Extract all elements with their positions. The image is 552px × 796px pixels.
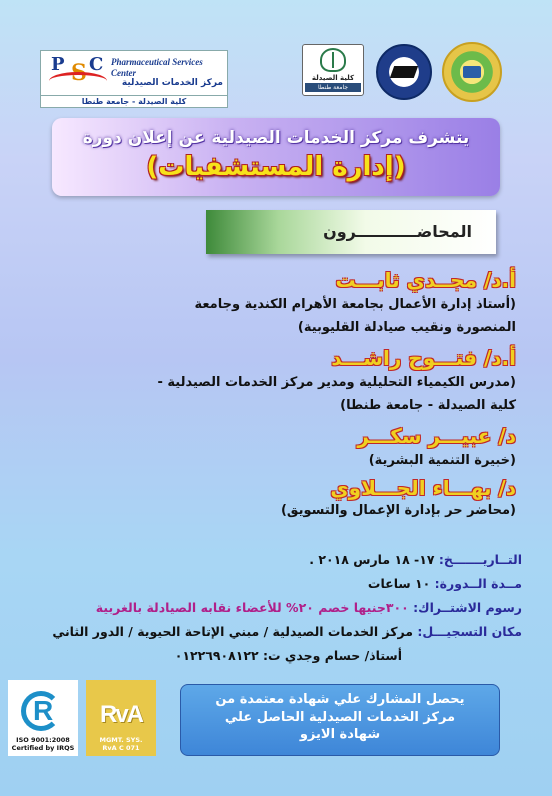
rva-line2: RvA C 071 (102, 744, 140, 753)
lecturer-4-desc-line: (محاضر حر بإدارة الإعمال والتسويق) (280, 503, 516, 518)
psc-subtitle: كلية الصيدلة - جامعة طنطا (40, 96, 228, 108)
lecturer-2-name: أ.د/ فتـــوح راشـــد (331, 346, 516, 370)
lecturer-2-desc (157, 372, 516, 418)
lecturer-3-desc-line: (خبيرة التنمية البشرية) (368, 453, 516, 468)
psc-english-name: Pharmaceutical Services Center (111, 57, 203, 78)
lecturer-2-desc-line: كلية الصيدلة - جامعة طنطا) (340, 397, 516, 413)
psc-arabic-name: مركز الخدمات الصيدلية (121, 78, 223, 89)
psc-emblem-icon: P S C (45, 54, 111, 92)
location-label: مكان التسجيـــل: (417, 624, 522, 639)
lecturer-2-desc-line: (مدرس الكيمياء التحليلية ومدير مركز الخدمات الصيدلية - (157, 375, 516, 390)
location-value: مركز الخدمات الصيدلية / مبني الإتاحة الحيوية / الدور الثاني (52, 624, 414, 639)
graduation-cap-icon (390, 66, 418, 78)
fees-label: رسوم الاشتــراك: (413, 600, 522, 615)
fees-value: ٣٠٠جنيها خصم ٢٠% للأعضاء نقابه الصيادلة بالغربية (95, 600, 409, 615)
graduation-cap-logo (376, 44, 432, 100)
rva-line1: MGMT. SYS. (99, 736, 143, 745)
course-fees (96, 600, 522, 616)
contact-info (175, 648, 402, 664)
iso-certificate-note (180, 684, 500, 756)
title-banner (52, 118, 500, 196)
iso-note-line: مركز الخدمات الصيدلية الحاصل علي (224, 709, 456, 725)
iqrs-line2: Certified by IRQS (11, 744, 75, 753)
lecturer-4-name: د/ بهـــاء الجـــلاوي (330, 476, 516, 500)
iqrs-line1: ISO 9001:2008 (16, 736, 70, 745)
lecturer-3-desc (369, 450, 516, 473)
iso-note-line: شهادة الايزو (299, 727, 381, 743)
course-duration (368, 576, 522, 592)
lecturer-1-desc-line: (أستاذ إدارة الأعمال بجامعة الأهرام الكندية وجامعة (194, 297, 516, 312)
tanta-university-logo (442, 42, 502, 102)
pharmacy-emblem-icon (320, 48, 346, 72)
date-label: التــاريـــــــخ: (438, 552, 522, 567)
course-date (309, 552, 522, 568)
rva-certification-logo (86, 680, 156, 756)
lecturer-4-desc (281, 500, 516, 523)
lecturer-1-desc-line: المنصورة ونقيب صيادلة القليوبية) (297, 319, 516, 335)
book-icon (463, 66, 481, 78)
duration-label: مــدة الــدورة: (434, 576, 522, 591)
iqrs-certification-logo (8, 680, 78, 756)
lecturer-3-name: د/ عبيـــر سكـــر (357, 424, 516, 448)
iqrs-emblem-icon: R (19, 691, 67, 731)
faculty-logo-line2: جامعة طنطا (305, 83, 361, 92)
psc-logo (40, 50, 228, 96)
lecturer-1-name: أ.د/ مجــدي ثابـــت (335, 268, 516, 292)
faculty-logo-line1: كلية الصيدلة (311, 73, 355, 82)
lecturer-1-desc (194, 294, 516, 340)
lecturers-heading: المحاضـــــــــــرون (206, 210, 496, 254)
rva-emblem-icon: RvA (99, 701, 142, 729)
registration-location (52, 624, 522, 640)
course-title: (إدارة المستشفيات) (146, 152, 406, 182)
announcement-line: يتشرف مركز الخدمات الصيدلية عن إعلان دورة (82, 128, 470, 148)
date-value: ١٧- ١٨ مارس ٢٠١٨ . (309, 552, 435, 567)
iso-note-line: يحصل المشارك علي شهادة معتمدة من (215, 692, 465, 707)
faculty-of-pharmacy-logo (302, 44, 364, 96)
duration-value: ١٠ ساعات (367, 576, 431, 591)
contact-value: أستاذ/ حسام وجدي ت: ٠١٢٢٦٩٠٨١٢٢ (174, 648, 402, 663)
